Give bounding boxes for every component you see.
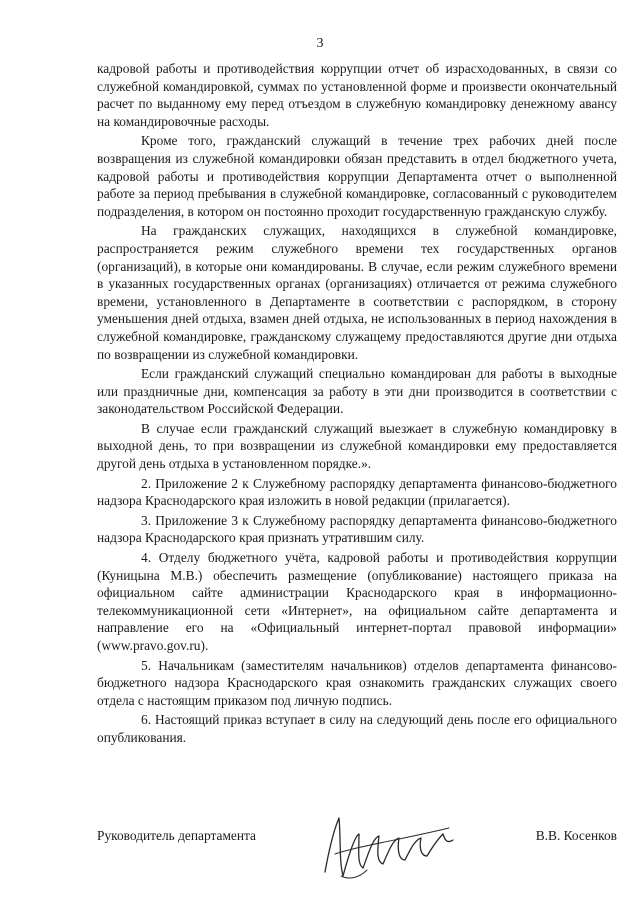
page-number: 3 xyxy=(316,36,324,51)
paragraph-item-2: 2. Приложение 2 к Служебному распорядку департамента финансово-бюджетного надзора Краснодарского края изложить в новой редакции (прилагается). xyxy=(97,475,617,509)
paragraph-item-3: 3. Приложение 3 к Служебному распорядку департамента финансово-бюджетного надзора Краснодарского края признать утратившим силу. xyxy=(97,512,617,546)
paragraph-item-4: 4. Отделу бюджетного учёта, кадровой работы и противодействия коррупции (Куницына М.В.) обеспечить размещение (опубликование) настоящего приказа на официальном сайте администрации Краснодарского края в информационно-телекоммуникационной сети «Интернет», на официальном сайте департамента и направление его на «Официальный интернет-портал правовой информации» (www.pravo.gov.ru). xyxy=(97,550,617,653)
signatory-title: Руководитель департамента xyxy=(97,828,256,843)
paragraph-weekend-departure: В случае если гражданский служащий выезжает в служебную командировку в выходной день, то при возвращении из служебной командировки ему предоставляется другой день отдыха в установленном порядке.». xyxy=(97,420,617,472)
paragraph-item-5: 5. Начальникам (заместителям начальников) отделов департамента финансово-бюджетного надзора Краснодарского края ознакомить гражданских служащих своего отдела с настоящим приказом под личную подпись. xyxy=(97,657,617,708)
signature-block xyxy=(97,810,617,890)
handwritten-signature xyxy=(319,810,459,886)
signatory-name: В.В. Косенков xyxy=(535,828,617,843)
paragraph-report-deadline: Кроме того, гражданский служащий в течение трех рабочих дней после возвращения из служебной командировки обязан представить в отдел бюджетного учета, кадровой работы и противодействия коррупции Департамента отчет о выполненной работе за период пребывания в служебной командировке, согласованный с руководителем подразделения, в котором он постоянно проходит государственную гражданскую службу. xyxy=(97,133,617,219)
paragraph-item-6: 6. Настоящий приказ вступает в силу на следующий день после его официального опубликования. xyxy=(97,712,617,745)
paragraph-work-time-regime: На гражданских служащих, находящихся в служебной командировке, распространяется режим служебного времени тех государственных органов (организаций), в которые они командированы. В случае, если режим служебного времени в указанных государственных органах (организациях) отличается от режима служебного времени, установленного в Департаменте в соответствии с распорядком, в сторону уменьшения дней отдыха, взамен дней отдыха, не использованных в период нахождения в служебной командировке, гражданскому служащему предоставляются другие дни отдыха по возвращении из служебной командировки. xyxy=(97,223,617,362)
document-body xyxy=(97,60,617,749)
paragraph-holiday-compensation: Если гражданский служащий специально командирован для работы в выходные или праздничные дни, компенсация за работу в эти дни производится в соответствии с законодательством Российской Федерации. xyxy=(97,366,617,417)
paragraph-continuation: кадровой работы и противодействия коррупции отчет об израсходованных, в связи со служебной командировкой, суммах по установленной форме и произвести окончательный расчет по выданному ему перед отъездом в служебную командировку денежному авансу на командировочные расходы. xyxy=(97,61,617,129)
